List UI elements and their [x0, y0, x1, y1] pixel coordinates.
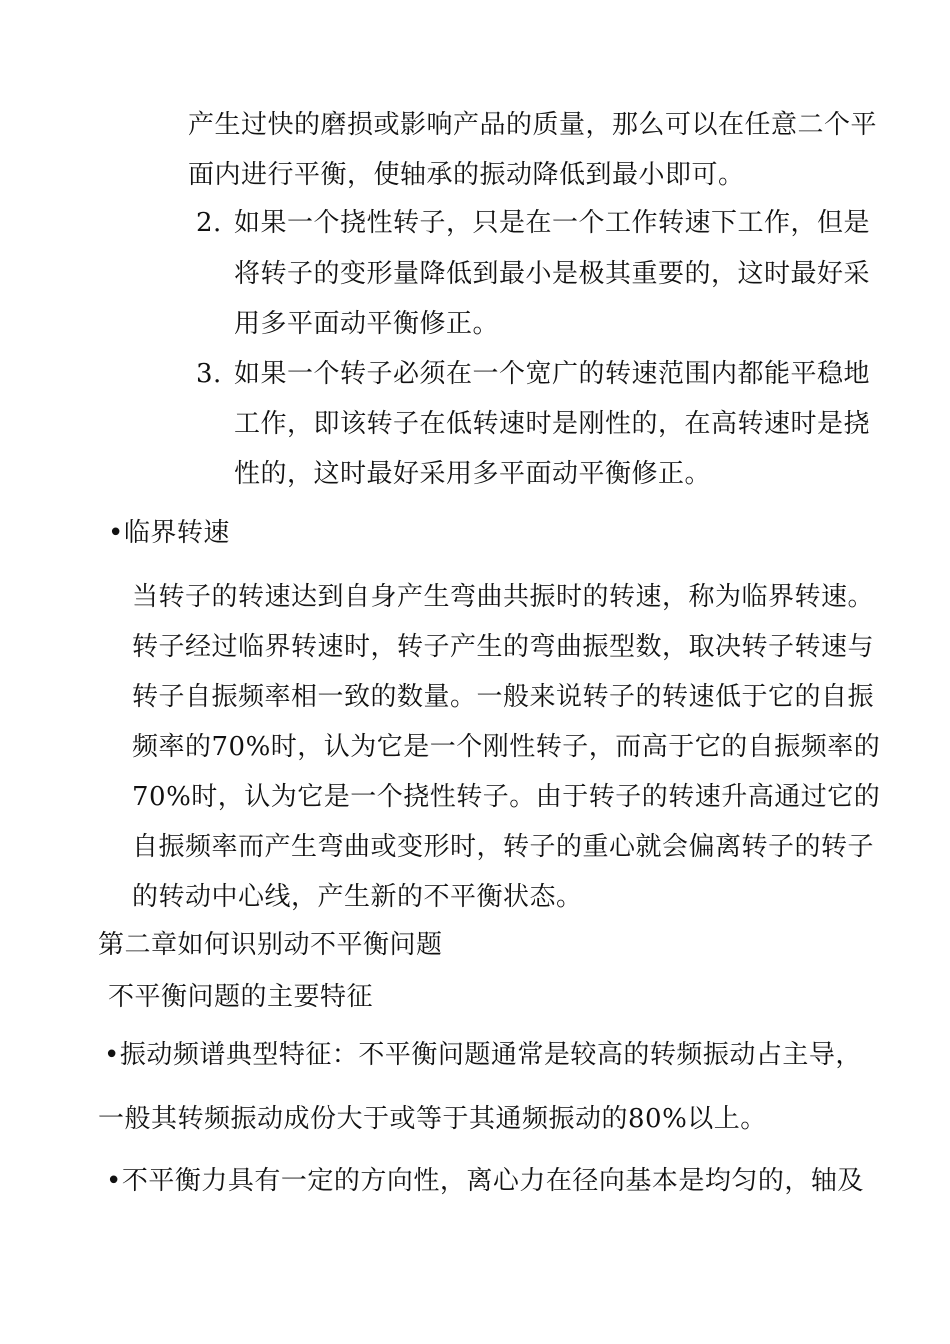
- bullet-force: •不平衡力具有一定的方向性，离心力在径向基本是均匀的，轴及: [106, 1166, 864, 1196]
- bullet-spectrum-line-2: 一般其转频振动成份大于或等于其通频振动的80%以上。: [98, 1104, 767, 1134]
- para1-line-1: 产生过快的磨损或影响产品的质量，那么可以在任意二个平: [188, 110, 878, 140]
- critical-para-line-2: 转子经过临界转速时，转子产生的弯曲振型数，取决转子转速与: [132, 632, 875, 662]
- list-item-3-line-1: 如果一个转子必须在一个宽广的转速范围内都能平稳地: [234, 359, 871, 389]
- critical-para-line-6: 自振频率而产生弯曲或变形时，转子的重心就会偏离转子的转子: [132, 832, 875, 862]
- bullet-critical-speed: •临界转速: [108, 518, 230, 548]
- bullet-spectrum-line-1: •振动频谱典型特征：不平衡问题通常是较高的转频振动占主导，: [104, 1040, 862, 1070]
- list-item-2-line-1: 如果一个挠性转子，只是在一个工作转速下工作，但是: [234, 208, 871, 238]
- list-item-3-line-3: 性的，这时最好采用多平面动平衡修正。: [234, 459, 712, 489]
- list-item-2-line-2: 将转子的变形量降低到最小是极其重要的，这时最好采: [234, 259, 871, 289]
- critical-para-line-5: 70%时，认为它是一个挠性转子。由于转子的转速升高通过它的: [132, 782, 881, 812]
- chapter-title: 第二章如何识别动不平衡问题: [98, 930, 443, 960]
- list-item-3-number: 3.: [196, 359, 222, 389]
- list-item-2-line-3: 用多平面动平衡修正。: [234, 309, 500, 339]
- critical-para-line-1: 当转子的转速达到自身产生弯曲共振时的转速，称为临界转速。: [132, 582, 875, 612]
- para1-line-2: 面内进行平衡，使轴承的振动降低到最小即可。: [188, 160, 745, 190]
- critical-para-line-3: 转子自振频率相一致的数量。一般来说转子的转速低于它的自振: [132, 682, 875, 712]
- critical-para-line-7: 的转动中心线，产生新的不平衡状态。: [132, 882, 583, 912]
- list-item-2-number: 2.: [196, 208, 222, 238]
- section-title: 不平衡问题的主要特征: [108, 982, 374, 1012]
- critical-para-line-4: 频率的70%时，认为它是一个刚性转子，而高于它的自振频率的: [132, 732, 881, 762]
- list-item-3-line-2: 工作，即该转子在低转速时是刚性的，在高转速时是挠: [234, 409, 871, 439]
